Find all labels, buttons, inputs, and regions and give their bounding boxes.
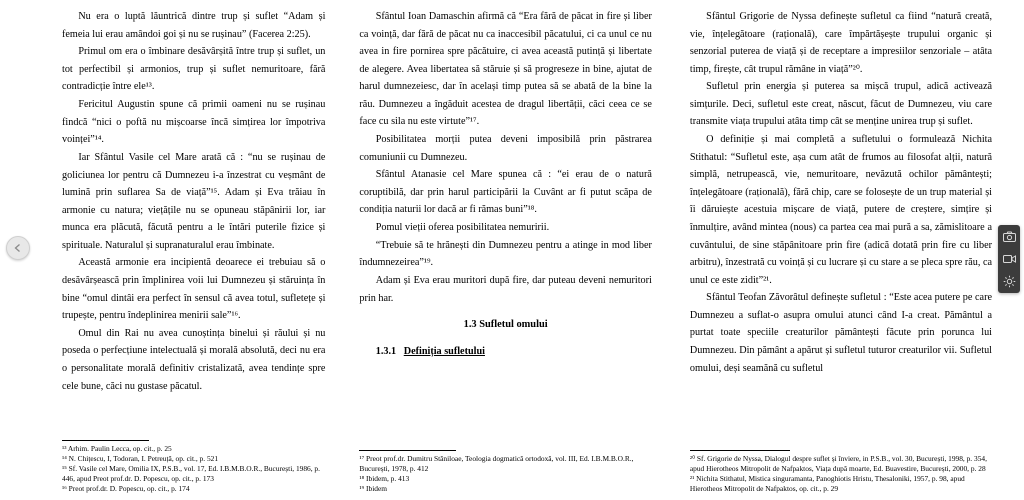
column-left-body (62, 8, 325, 438)
settings-button[interactable] (1001, 273, 1017, 289)
footnote-separator (62, 440, 149, 441)
footnote: ¹⁹ Ibidem (359, 484, 387, 494)
paragraph: Omul din Rai nu avea cunoștința binelui și răului și nu poseda o perfecțiune intelectuală și morală absolută, deci nu era o personalitate morală definitiv cristalizată, avea tendințe spre cele bune, căci nu gustase păcatul. (62, 327, 326, 392)
subsection-heading (359, 344, 651, 360)
subsection-number: 1.3.1 (375, 345, 397, 357)
floating-toolbar[interactable] (998, 225, 1020, 293)
paragraph: Fericitul Augustin spune că primii oameni nu se rușinau findcă “nici o poftă nu mișcoarse încă simțirea lor împotriva voinței”¹⁴. (62, 99, 326, 146)
footnote-separator (690, 450, 790, 451)
column-left (14, 8, 341, 494)
footnote: ¹⁷ Preot prof.dr. Dumitru Stăniloae, Teologia dogmatică ortodoxă, vol. III, Ed. I.B.M.B.O.R., București, 1978, p. 412 (359, 454, 634, 474)
paragraph: Nu era o luptă lăuntrică dintre trup și suflet “Adam și femeia lui erau amândoi goi și nu se rușinau” (Facerea 2:25). (62, 11, 326, 40)
paragraph: “Trebuie să te hrănești din Dumnezeu pentru a atinge in mod liber îndumnezeirea”¹⁹. (359, 239, 652, 269)
paragraph: Sfântul Teofan Zăvorâtul definește sufletul : “Este acea putere pe care Dumnezeu a suflat-o asupra omului atunci când I-a creat. Pământul a purtat toate speciile creaturilor pământești făcute prin porunca lui Dumnezeu. Din pământ a apărut și sufletul tuturor creaturilor vii. Sufletul omului, deși seamănă cu sufletul (689, 292, 992, 374)
column-middle (341, 8, 671, 494)
camera-button[interactable] (1001, 229, 1017, 245)
paragraph: Pomul vieții oferea posibilitatea nemuririi. (375, 222, 550, 234)
footnote: ²⁰ Sf. Grigorie de Nyssa, Dialogul despre suflet și înviere, in P.S.B., vol. 30, București, 1998, p. 354, apud Hierotheos Mitropolit de Nafpaktos, Viața după moarte, Ed. Buavestire, București, 2000, p. 28 (689, 454, 987, 474)
paragraph: Sufletul prin energia și puterea sa mișcă trupul, adică activează simțurile. Deci, sufletul este creat, născut, făcut de Dumnezeu, viu care transmite viața trupului atâta timp cât se menține unirea trup și suflet. (689, 81, 992, 128)
footnote: ¹⁴ N. Chițescu, I, Todoran, I. Petreuță, op. cit., p. 521 (62, 454, 219, 464)
paragraph: Această armonie era incipientă deoarece ei trebuiau să o desăvârșească prin împlinirea voii lui Dumnezeu și stăruința în bine “omul dintâi era perfect în sensul că avea totul, sufletețe și trupește, pentru îndeplinirea menirii sale”¹⁶. (62, 257, 326, 322)
footnote-block (62, 438, 325, 494)
footnote: ¹⁵ Sf. Vasile cel Mare, Omilia IX, P.S.B., vol. 17, Ed. I.B.M.B.O.R., București, 1986, p. 446, apud Preot prof.dr. D. Popescu, op. cit., p. 173 (62, 464, 320, 484)
footnote: ¹⁸ Ibidem, p. 413 (359, 474, 410, 484)
footnote: ¹³ Arhim. Paulin Lecca, op. cit., p. 25 (62, 444, 172, 454)
paragraph: Sfântul Atanasie cel Mare spunea că : “ei erau de o natură coruptibilă, dar prin harul participării la Cuvânt ar fi putut scăpa de condiția naturii lor dacă ar fi rămas buni”¹⁸. (359, 169, 652, 216)
footnote-separator (359, 450, 456, 451)
subsection-title: Definiția sufletului (403, 345, 485, 357)
column-right (672, 8, 1010, 494)
footnote-block (690, 448, 992, 494)
paragraph: Posibilitatea morții putea deveni imposibilă prin păstrarea comuniunii cu Dumnezeu. (359, 134, 652, 163)
column-middle-body (359, 8, 651, 448)
video-button[interactable] (1001, 251, 1017, 267)
paragraph: Sfântul Grigorie de Nyssa definește sufletul ca fiind “natură creată, vie, înțelegătoare (rațională), care împărtășește trupului organic și senzorial puterea de viață și de receptare a impresiilor senzoriale – atâta timp, firește, cât trupul rămâne in viață”²⁰. (689, 11, 992, 75)
paragraph: Sfântul Ioan Damaschin afirmă că “Era fără de păcat in fire și liber ca voință, dar fără de păcat nu ca inaccesibil păcatului, ci ca unul ce nu avea in fire pornirea spre păcătuire, ci avea această putință și libertate de alegere. Avea libertatea să stăruie și să progreseze in bine, ajutat de harul dumnezeiesc, dar în același timp putea să se abată de la bine la rău. Dumnezeu a îngăduit acestea de dragul libertății, căci ceea ce se face cu sila nu este virtute”¹⁷. (359, 11, 652, 128)
camera-icon (1003, 231, 1016, 243)
paragraph: Adam și Eva erau muritori după fire, dar puteau deveni nemuritori prin har. (359, 275, 652, 304)
paragraph: Iar Sfântul Vasile cel Mare arată că : “nu se rușinau de goliciunea lor pentru că Dumnezeu i-a înzestrat cu veșmânt de lumină prin suflarea Sa de viață”¹⁵. Adam și Eva trăiau în armonie cu natura; viețățile nu se opuneau stăpânirii lor, iar munca era plăcută, făcută pentru a le întări puterile fizice și spirituale. Naturalul și supranaturalul erau îmbinate. (62, 151, 326, 251)
paragraph: Primul om era o îmbinare desăvârșită între trup și suflet, un tot perfectibil și armonios, trup și suflet nemuritoare, fără contradicție între ele¹³. (62, 46, 326, 93)
chevron-left-icon (13, 243, 23, 253)
footnote: ¹⁶ Preot prof.dr. D. Popescu, op. cit., p. 174 (62, 484, 190, 494)
paragraph: O definiție și mai completă a sufletului o formulează Nichita Stithatul: “Sufletul este, așa cum atât de frumos au filosofat alții, natură simplă, netrupească, vie, nemuritoare, nevăzută ochilor pământești; înțelegătoare (rațională), fără chip, care se folosește de un trup material și îi dăruiește acestuia mișcare de viață, putere de creștere, simțire și înmulțire, având mintea (nous) ca partea cea mai pură a sa, zămislitoare a cuvântului, de sine stăpânitoare prin fire (adică dotată prin fire cu liber arbitru), înzestrată cu voință și cu lucrare și cu stare a se pleca spre rău, ca unul ce este zidit”²¹. (689, 134, 992, 286)
previous-page-button[interactable] (6, 236, 30, 260)
section-heading: 1.3 Sufletul omului (463, 318, 548, 330)
footnote-block (359, 448, 651, 494)
video-icon (1003, 254, 1016, 264)
settings-icon (1003, 275, 1016, 288)
footnote: ²¹ Nichita Stithatul, Mistica singuramanta, Panoghiotis Hristu, Thesaloniki, 1957, p. 98, apud Hierotheos Mitropolit de Nafpaktos, op. cit., p. 29 (689, 474, 965, 494)
column-right-body (690, 8, 992, 448)
